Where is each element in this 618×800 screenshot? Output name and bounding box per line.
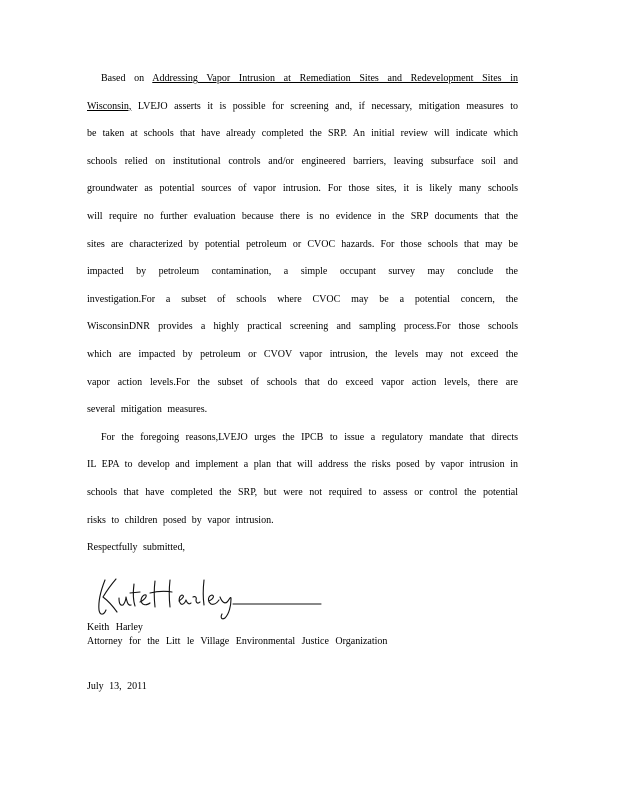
letter-date: July 13, 2011: [87, 681, 147, 692]
paragraph-body: LVEJO asserts it is possible for screening and, if necessary, mitigation measures to be taken at schools that have already completed the SRP. An initial review will indicate which schools relied on institutional controls and/or engineered barriers, leaving subsurface soil and groundwater as potential sources of vapor intrusion. For those sites, it is likely many schools will require no further evaluation because there is no evidence in the SRP documents that the sites are characterized by potential petroleum or CVOC hazards. For those schools that may be impacted by petroleum contamination, a simple occupant survey may conclude the investigation.For a subset of schools where CVOC may be a potential concern, the WisconsinDNR provides a highly practical screening and sampling process.For those schools which are impacted by petroleum or CVOV vapor intrusion, the levels may not exceed the vapor action levels.For the subset of schools that do exceed vapor action levels, there are several mitigation measures.: [87, 100, 518, 416]
handwritten-signature: [92, 572, 327, 624]
signer-block: [87, 621, 387, 649]
signer-name: Keith Harley: [87, 622, 143, 633]
letter-body: [87, 65, 518, 562]
referenced-document-title: Addressing Vapor Intrusion at Remediation Sites and Redevelopment Sites in Wisconsin,: [87, 73, 518, 112]
signer-title: Attorney for the Litt le Village Environmental Justice Organization: [87, 636, 388, 647]
paragraph-regulatory-request: For the foregoing reasons,LVEJO urges the IPCB to issue a regulatory mandate that directs IL EPA to develop and implement a plan that will address the risks posed by vapor intrusion in schools that have completed the SRP, but were not required to assess or control the potential risks to children posed by vapor intrusion.: [87, 431, 518, 526]
paragraph-vapor-intrusion-screening: [87, 65, 518, 424]
closing-line: Respectfully submitted,: [87, 542, 185, 554]
paragraph-lead: Based on: [101, 73, 153, 84]
